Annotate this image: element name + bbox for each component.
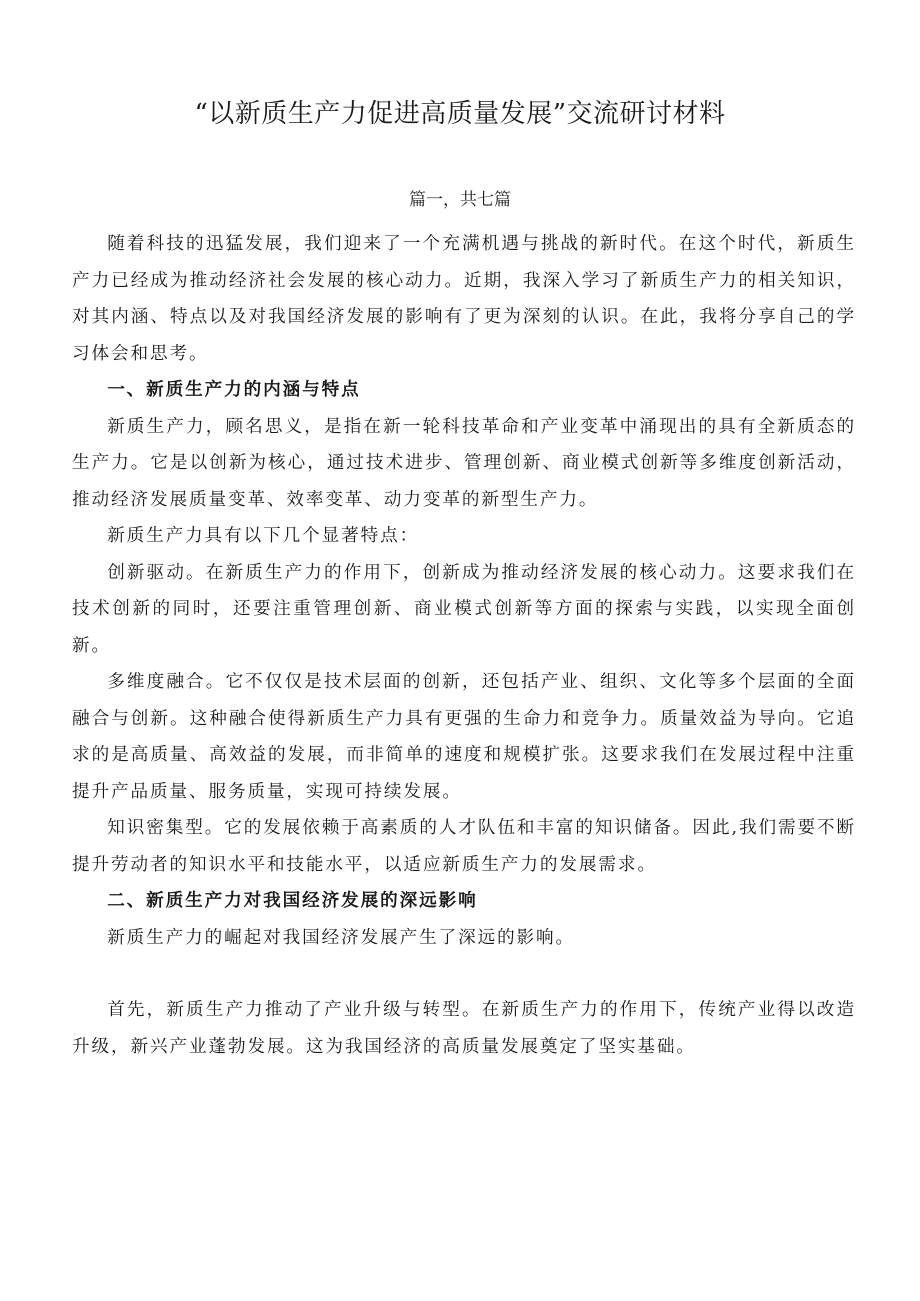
document-subtitle: 篇一，共七篇 [409, 190, 511, 210]
section-heading-1: 一、新质生产力的内涵与特点 [107, 380, 361, 400]
document-title: “以新质生产力促进高质量发展”交流研讨材料 [194, 99, 726, 129]
document-body [72, 226, 856, 1065]
paragraph-innovation-driven: 创新驱动。在新质生产力的作用下，创新成为推动经济发展的核心动力。这要求我们在技术创新的同时，还要注重管理创新、商业模式创新等方面的探索与实践，以实现全面创新。 [72, 562, 856, 656]
paragraph-definition: 新质生产力，顾名思义，是指在新一轮科技革命和产业变革中涌现出的具有全新质态的生产力。它是以创新为核心，通过技术进步、管理创新、商业模式创新等多维度创新活动，推动经济发展质量变革、效率变革、动力变革的新型生产力。 [72, 416, 856, 510]
paragraph-industrial-upgrade: 首先，新质生产力推动了产业升级与转型。在新质生产力的作用下，传统产业得以改造升级，新兴产业蓬勃发展。这为我国经济的高质量发展奠定了坚实基础。 [72, 1000, 856, 1057]
paragraph-impact-lead: 新质生产力的崛起对我国经济发展产生了深远的影响。 [107, 927, 576, 948]
paragraph-features-lead: 新质生产力具有以下几个显著特点： [107, 526, 420, 546]
paragraph-knowledge-intensive: 知识密集型。它的发展依赖于高素质的人才队伍和丰富的知识储备。因此,我们需要不断提升劳动者的知识水平和技能水平，以适应新质生产力的发展需求。 [72, 818, 856, 875]
paragraph-multidimensional-fusion: 多维度融合。它不仅仅是技术层面的创新，还包括产业、组织、文化等多个层面的全面融合与创新。这种融合使得新质生产力具有更强的生命力和竞争力。质量效益为导向。它追求的是高质量、高效益的发展，而非简单的速度和规模扩张。这要求我们在发展过程中注重提升产品质量、服务质量，实现可持续发展。 [72, 672, 856, 802]
section-heading-2: 二、新质生产力对我国经济发展的深远影响 [107, 891, 478, 911]
paragraph-intro: 随着科技的迅猛发展，我们迎来了一个充满机遇与挑战的新时代。在这个时代，新质生产力已经成为推动经济社会发展的核心动力。近期，我深入学习了新质生产力的相关知识，对其内涵、特点以及对我国经济发展的影响有了更为深刻的认识。在此，我将分享自己的学习体会和思考。 [72, 234, 856, 364]
